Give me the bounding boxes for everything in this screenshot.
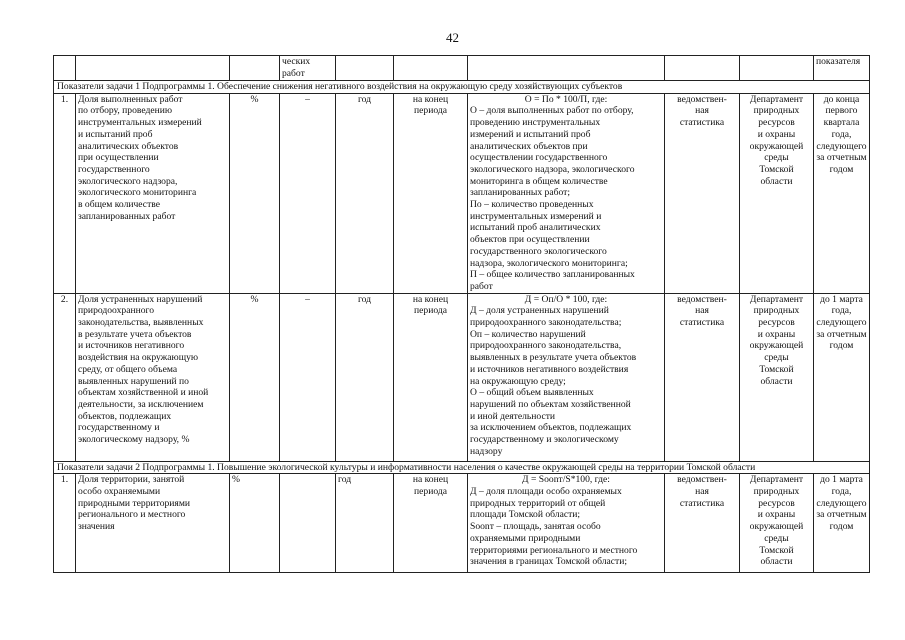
text-line: О – общий объем выявленных: [470, 387, 594, 399]
text-line: периода: [414, 105, 447, 117]
text-line: работ: [282, 67, 305, 79]
text-line: области: [760, 375, 793, 387]
formula-title: Д = Soonт/S*100, где:: [522, 474, 610, 486]
page-number: 42: [446, 30, 459, 45]
text-line: следующего: [816, 497, 867, 509]
source-cell: [665, 293, 740, 461]
text-line: следующего: [816, 317, 867, 329]
dash-cell: –: [280, 93, 336, 293]
text-line: на конец: [412, 93, 449, 105]
text-line: Томской: [759, 544, 794, 556]
source-cell: [665, 474, 740, 573]
text-line: Доля выполненных работ: [78, 93, 183, 105]
text-line: По – количество проведенных: [470, 199, 594, 211]
text-line: законодательства, выявленных: [78, 317, 204, 329]
text-line: следующего: [816, 140, 867, 152]
text-line: деятельности, за исключением: [78, 398, 204, 410]
text-line: П – общее количество запланированных: [470, 269, 635, 281]
text-line: и охраны: [757, 328, 796, 340]
table-row: [54, 474, 870, 573]
text-line: среды: [764, 532, 789, 544]
text-line: надзору: [470, 445, 503, 457]
text-line: воздействия на окружающую: [78, 352, 199, 364]
text-line: работ: [470, 280, 493, 292]
term-cell: [814, 474, 870, 573]
text-line: области: [760, 175, 793, 187]
text-line: года,: [831, 305, 852, 317]
text-line: Департамент: [749, 93, 804, 105]
text-line: измерений и испытаний проб: [470, 128, 591, 140]
text-line: на конец: [412, 293, 449, 305]
term-cell: [814, 293, 870, 461]
text-line: до конца: [823, 93, 860, 105]
text-line: экологического надзора, экологического: [470, 163, 635, 175]
section-title: Показатели задачи 1 Подпрограммы 1. Обеспечение снижения негативного воздействия на окружающую среду хозяйствующих субъектов: [54, 81, 870, 94]
formula-cell: [468, 93, 665, 293]
text-line: Оп – количество нарушений: [470, 328, 586, 340]
text-line: ная: [695, 486, 709, 498]
text-line: среду, от общего объема: [78, 363, 178, 375]
text-line: и иной деятельности: [470, 410, 556, 422]
text-line: Soonт – площадь, занятая особо: [470, 521, 601, 533]
text-line: до 1 марта: [820, 293, 863, 305]
text-line: площади Томской области;: [470, 509, 581, 521]
text-line: природоохранного законодательства;: [470, 317, 622, 329]
text-line: периода: [414, 305, 447, 317]
text-line: Томской: [759, 363, 794, 375]
text-line: ная: [695, 305, 709, 317]
text-line: природных: [753, 305, 800, 317]
text-line: и испытаний проб: [78, 128, 153, 140]
text-line: надзора, экологического мониторинга;: [470, 257, 628, 269]
text-line: на окружающую среду;: [470, 375, 566, 387]
text-line: в результате учета объектов: [78, 328, 192, 340]
text-line: государственному и: [78, 422, 160, 434]
text-line: ведомствен-: [677, 293, 727, 305]
table-header-row: [54, 56, 870, 81]
text-line: Томской: [759, 163, 794, 175]
text-line: ческих: [282, 56, 311, 67]
section-title-row: [54, 81, 870, 94]
text-line: природными территориями: [78, 497, 191, 509]
text-line: Д – доля устраненных нарушений: [470, 305, 609, 317]
text-line: за отчетным: [816, 328, 867, 340]
text-line: ведомствен-: [677, 93, 727, 105]
unit-cell: %: [230, 93, 280, 293]
text-line: ресурсов: [758, 497, 795, 509]
text-line: ресурсов: [758, 117, 795, 129]
text-line: запланированных работ: [78, 210, 176, 222]
indicator-name: [76, 293, 230, 461]
deadline-cell: [394, 93, 468, 293]
text-line: первого: [825, 105, 858, 117]
deadline-cell: [394, 474, 468, 573]
text-line: ная: [695, 105, 709, 117]
text-line: природных: [753, 486, 800, 498]
text-line: инструментальных измерений и: [470, 210, 602, 222]
text-line: охраняемыми природными: [470, 532, 581, 544]
text-line: мониторинга в общем количестве: [470, 175, 608, 187]
text-line: в общем количестве: [78, 199, 160, 211]
text-line: годом: [829, 163, 854, 175]
formula-cell: [468, 293, 665, 461]
text-line: среды: [764, 152, 789, 164]
text-line: государственному и экологическому: [470, 434, 619, 446]
text-line: по отбору, проведению: [78, 105, 173, 117]
text-line: проведению инструментальных: [470, 117, 601, 129]
text-line: за исключением объектов, подлежащих: [470, 422, 632, 434]
text-line: инструментальных измерений: [78, 117, 202, 129]
text-line: среды: [764, 352, 789, 364]
text-line: до 1 марта: [820, 474, 863, 486]
text-line: природных территорий от общей: [470, 497, 606, 509]
header-fragment-col10: [814, 56, 870, 81]
text-line: окружающей: [749, 140, 804, 152]
text-line: и источников негативного: [78, 340, 185, 352]
text-line: на конец: [412, 474, 449, 486]
text-line: экологического надзора,: [78, 175, 178, 187]
indicator-name: [76, 474, 230, 573]
text-line: Доля устраненных нарушений: [78, 293, 203, 305]
row-number: 1.: [54, 474, 76, 573]
text-line: периода: [414, 486, 447, 498]
indicators-table: [53, 55, 870, 573]
text-line: регионального и местного: [78, 509, 186, 521]
text-line: природных: [753, 105, 800, 117]
term-cell: [814, 93, 870, 293]
section-title-row: [54, 461, 870, 474]
text-line: области: [760, 556, 793, 568]
formula-cell: [468, 474, 665, 573]
text-line: природоохранного законодательства,: [470, 340, 622, 352]
period-cell: год: [336, 474, 394, 573]
text-line: объектам хозяйственной и иной: [78, 387, 209, 399]
text-line: года,: [831, 128, 852, 140]
text-line: за отчетным: [816, 152, 867, 164]
text-line: статистика: [679, 497, 725, 509]
unit-cell: %: [230, 474, 280, 573]
text-line: значения: [78, 521, 115, 533]
text-line: государственного экологического: [470, 245, 607, 257]
text-line: осуществлении государственного: [470, 152, 608, 164]
text-line: государственного: [78, 163, 150, 175]
period-cell: год: [336, 293, 394, 461]
dash-cell: –: [280, 293, 336, 461]
text-line: годом: [829, 521, 854, 533]
text-line: Доля территории, занятой: [78, 474, 185, 486]
text-line: Департамент: [749, 474, 804, 486]
responsible-cell: [740, 93, 814, 293]
text-line: квартала: [823, 117, 860, 129]
text-line: экологического мониторинга: [78, 187, 197, 199]
text-line: аналитических объектов: [78, 140, 179, 152]
text-line: Департамент: [749, 293, 804, 305]
text-line: за отчетным: [816, 509, 867, 521]
table-row: [54, 293, 870, 461]
text-line: запланированных работ;: [470, 187, 570, 199]
deadline-cell: [394, 293, 468, 461]
text-line: аналитических объектов при: [470, 140, 588, 152]
section-title: Показатели задачи 2 Подпрограммы 1. Повышение экологической культуры и информативности населения о качестве окружающей среды на территории Томской области: [54, 461, 870, 474]
text-line: ведомствен-: [677, 474, 727, 486]
dash-cell: [280, 474, 336, 573]
text-line: и охраны: [757, 509, 796, 521]
text-line: объектов при осуществлении: [470, 234, 590, 246]
header-fragment-col4: [280, 56, 336, 81]
text-line: Д – доля площади особо охраняемых: [470, 486, 622, 498]
text-line: и охраны: [757, 128, 796, 140]
text-line: окружающей: [749, 340, 804, 352]
text-line: выявленных нарушений по: [78, 375, 189, 387]
indicator-name: [76, 93, 230, 293]
text-line: и источников негативного воздействия: [470, 363, 629, 375]
text-line: статистика: [679, 117, 725, 129]
text-line: нарушений по объектам хозяйственной: [470, 398, 631, 410]
text-line: годом: [829, 340, 854, 352]
period-cell: год: [336, 93, 394, 293]
text-line: значения в границах Томской области;: [470, 556, 628, 568]
row-number: 2.: [54, 293, 76, 461]
formula-title: О = По * 100/П, где:: [524, 93, 608, 105]
text-line: статистика: [679, 317, 725, 329]
responsible-cell: [740, 293, 814, 461]
table-row: [54, 93, 870, 293]
text-line: года,: [831, 486, 852, 498]
responsible-cell: [740, 474, 814, 573]
text-line: экологическому надзору, %: [78, 434, 190, 446]
text-line: окружающей: [749, 521, 804, 533]
unit-cell: %: [230, 293, 280, 461]
row-number: 1.: [54, 93, 76, 293]
text-line: территориями регионального и местного: [470, 544, 638, 556]
text-line: испытаний проб аналитических: [470, 222, 601, 234]
text-line: объектов, подлежащих: [78, 410, 172, 422]
text-line: при осуществлении: [78, 152, 159, 164]
text-line: особо охраняемыми: [78, 486, 161, 498]
source-cell: [665, 93, 740, 293]
text-line: природоохранного: [78, 305, 155, 317]
text-line: выявленных в результате учета объектов: [470, 352, 637, 364]
formula-title: Д = Оп/О * 100, где:: [524, 293, 608, 305]
text-line: ресурсов: [758, 317, 795, 329]
text-line: О – доля выполненных работ по отбору,: [470, 105, 634, 117]
text-line: показателя: [816, 56, 861, 67]
